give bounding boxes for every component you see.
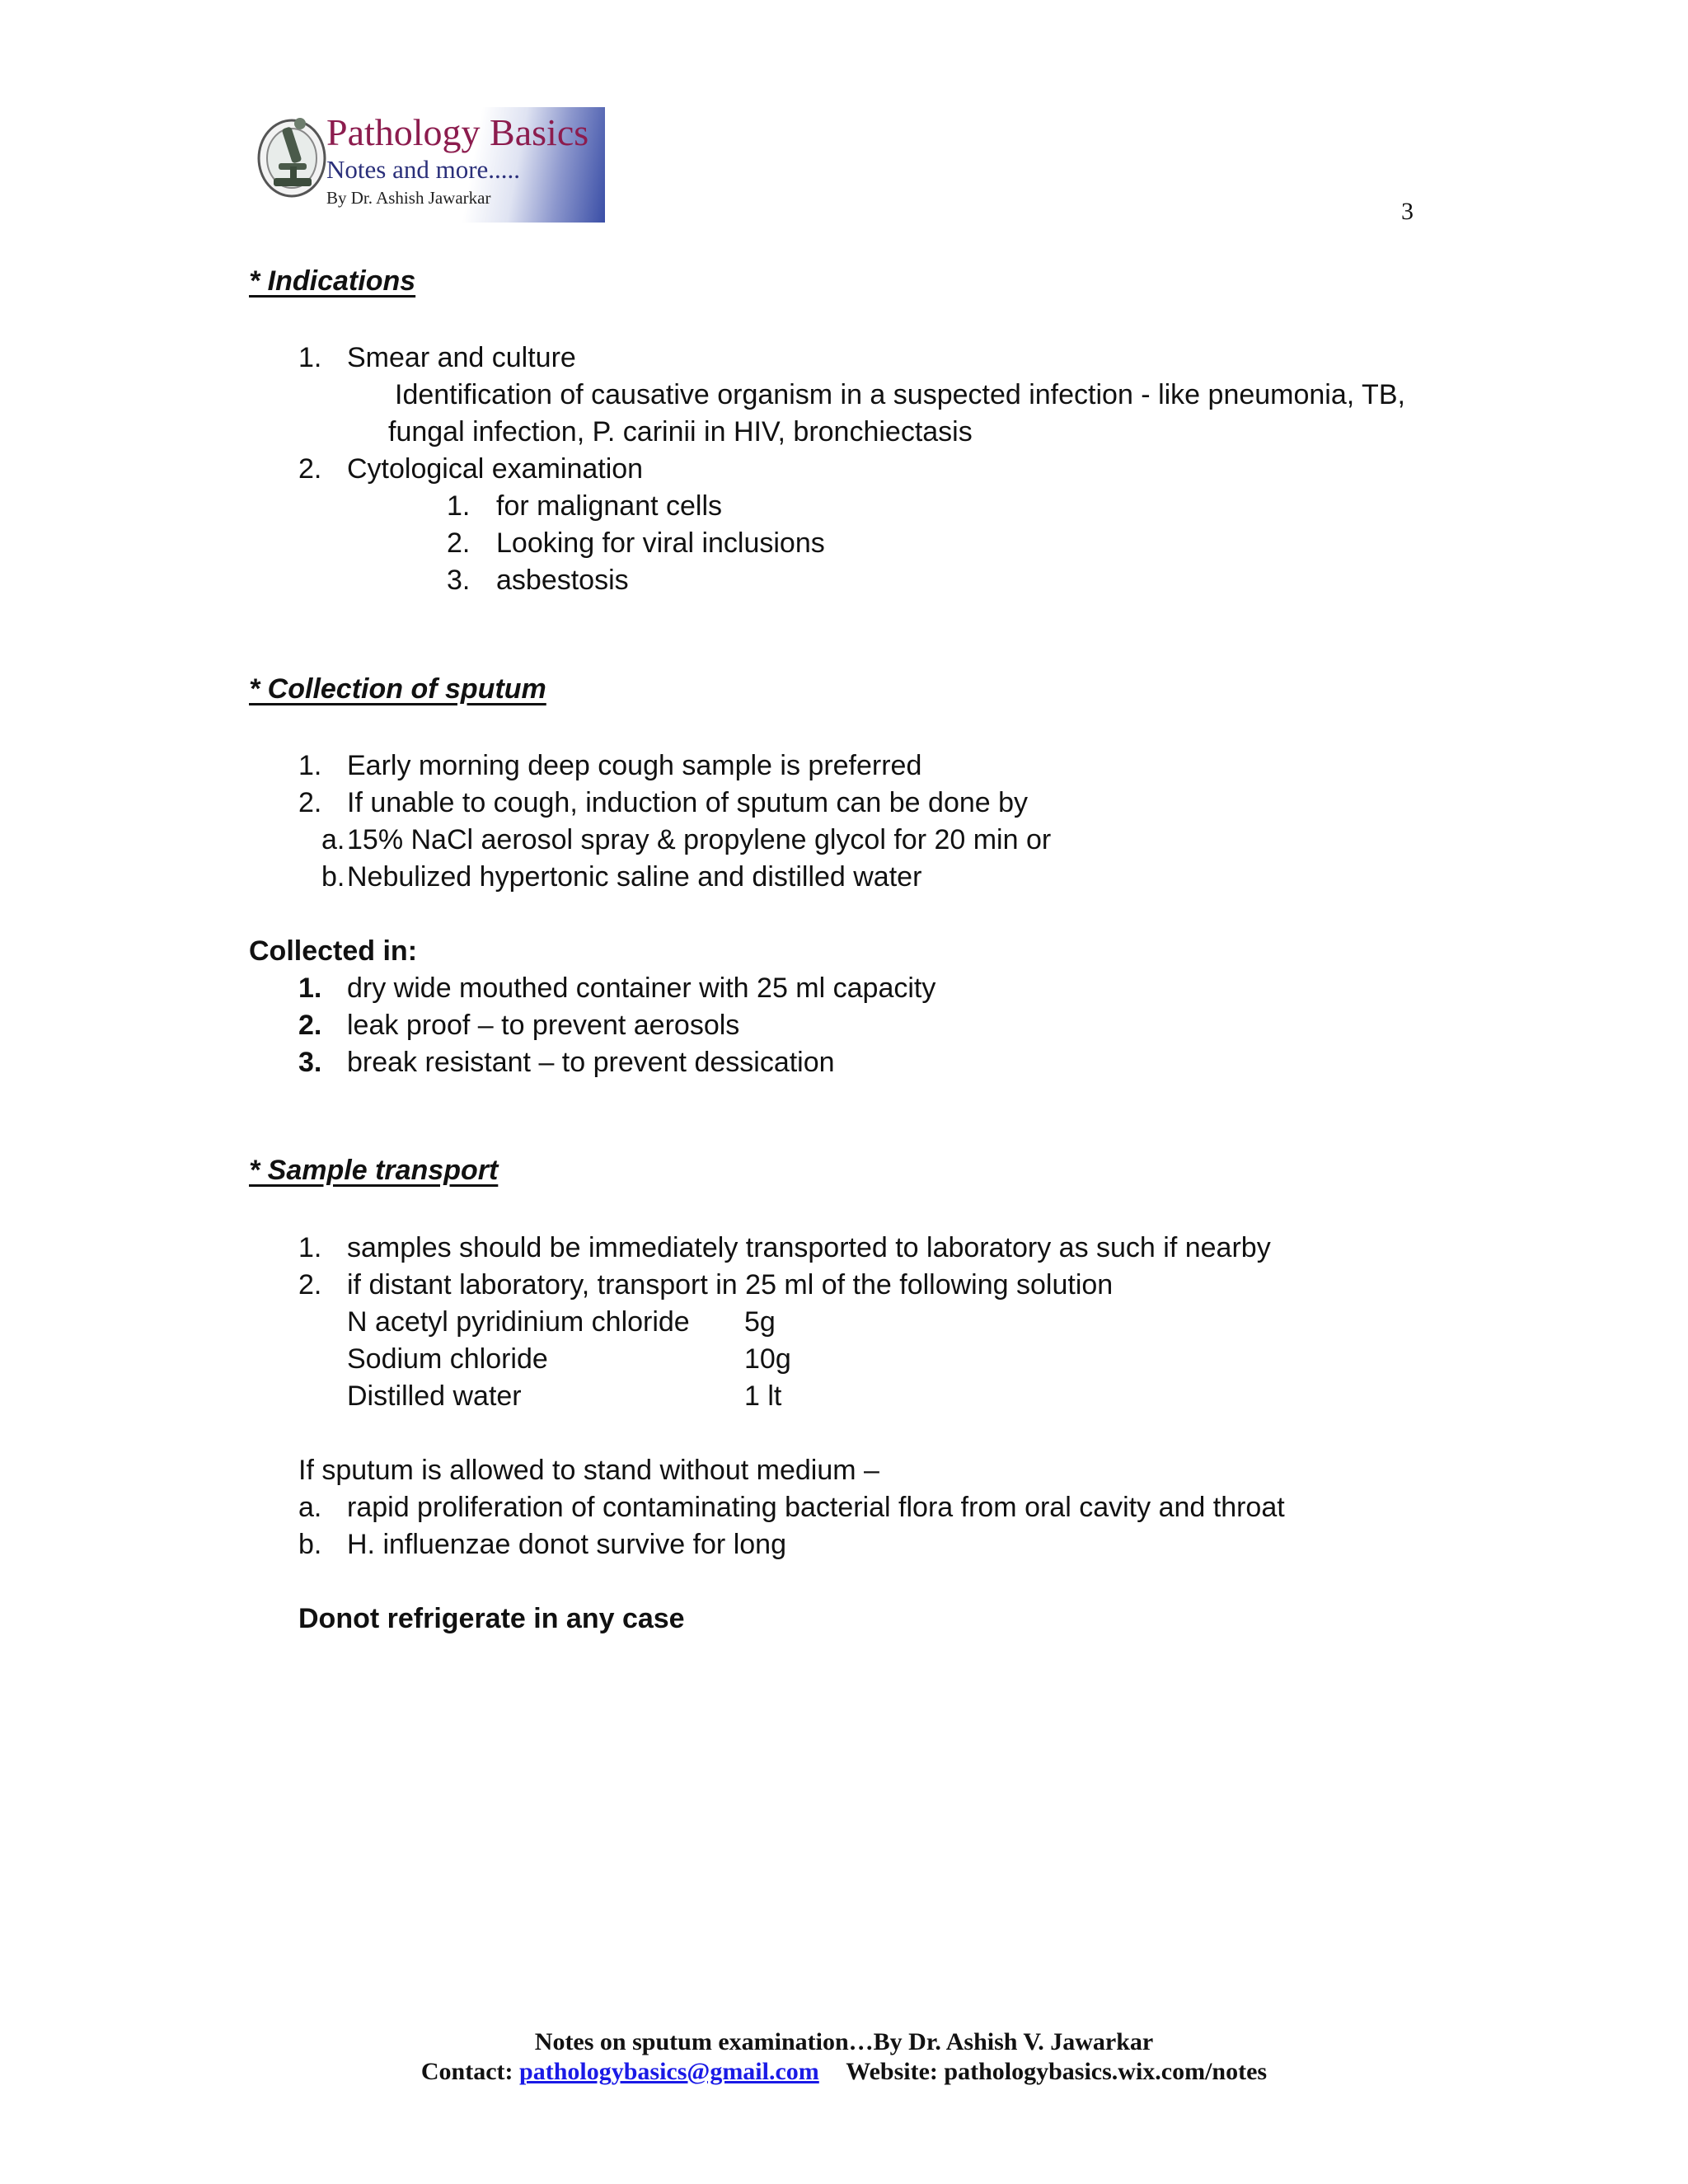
indications-heading: * Indications [249, 265, 416, 297]
email-link[interactable]: pathologybasics@gmail.com [519, 2058, 819, 2085]
list-item: samples should be immediately transported to laboratory as such if nearby [347, 1232, 1271, 1263]
refrigeration-warning: Donot refrigerate in any case [298, 1603, 685, 1634]
collection-heading: * Collection of sputum [249, 673, 546, 705]
sub-list-number: 3. [447, 565, 471, 596]
list-item: If unable to cough, induction of sputum can be done by [347, 787, 1029, 818]
list-item: leak proof – to prevent aerosols [347, 1010, 740, 1041]
list-number: 3. [298, 1047, 322, 1078]
list-number: 2. [298, 1010, 322, 1041]
without-medium-text: If sputum is allowed to stand without medium – [298, 1455, 879, 1486]
transport-heading: * Sample transport [249, 1155, 499, 1186]
solution-amount: 5g [744, 1306, 776, 1338]
sub-list-item: Looking for viral inclusions [496, 527, 825, 559]
list-item: Cytological examination [347, 453, 644, 485]
list-number: 2. [298, 1269, 322, 1301]
solution-ingredient: Sodium chloride [347, 1343, 548, 1375]
solution-amount: 1 lt [744, 1380, 782, 1412]
sub-list-item: asbestosis [496, 565, 629, 596]
list-item: if distant laboratory, transport in 25 ml of the following solution [347, 1269, 1114, 1301]
sub-list-number: 2. [447, 527, 471, 559]
list-number: 1. [298, 342, 322, 373]
sub-list-item: for malignant cells [496, 490, 723, 522]
list-item: Early morning deep cough sample is preferred [347, 750, 922, 781]
list-number: 1. [298, 750, 322, 781]
logo-author: By Dr. Ashish Jawarkar [326, 188, 491, 208]
page-number: 3 [1401, 198, 1414, 225]
logo-title: Pathology Basics [326, 111, 589, 153]
list-number: 2. [298, 787, 322, 818]
list-item: H. influenzae donot survive for long [347, 1529, 786, 1560]
sub-list-number: 1. [447, 490, 471, 522]
list-item: dry wide mouthed container with 25 ml capacity [347, 972, 936, 1004]
list-item: rapid proliferation of contaminating bacterial flora from oral cavity and throat [347, 1492, 1285, 1523]
list-item: break resistant – to prevent dessication [347, 1047, 835, 1078]
list-number: a. [298, 1492, 322, 1523]
list-number: b. [298, 1529, 322, 1560]
solution-ingredient: N acetyl pyridinium chloride [347, 1306, 690, 1338]
website-text: pathologybasics.wix.com/notes [944, 2058, 1268, 2085]
list-item-description: Identification of causative organism in a suspected infection - like pneumonia, TB, [395, 379, 1405, 410]
sub-list-item: Nebulized hypertonic saline and distilled water [347, 861, 922, 893]
list-item: Smear and culture [347, 342, 576, 373]
footer-contact [0, 2058, 1688, 2086]
sub-list-number: b. [321, 861, 345, 893]
solution-amount: 10g [744, 1343, 791, 1375]
sub-list-number: a. [321, 824, 345, 855]
list-item-description: fungal infection, P. carinii in HIV, bronchiectasis [388, 416, 973, 448]
list-number: 1. [298, 972, 322, 1004]
contact-label: Contact: [420, 2058, 513, 2085]
microscope-icon [254, 112, 330, 201]
logo-subtitle: Notes and more..... [326, 155, 521, 184]
collected-in-heading: Collected in: [249, 935, 418, 967]
sub-list-item: 15% NaCl aerosol spray & propylene glycol for 20 min or [347, 824, 1052, 855]
header-logo [249, 107, 605, 223]
list-number: 2. [298, 453, 322, 485]
footer-title: Notes on sputum examination…By Dr. Ashish V. Jawarkar [534, 2028, 1154, 2055]
solution-ingredient: Distilled water [347, 1380, 522, 1412]
list-number: 1. [298, 1232, 322, 1263]
website-label: Website: [846, 2058, 938, 2085]
